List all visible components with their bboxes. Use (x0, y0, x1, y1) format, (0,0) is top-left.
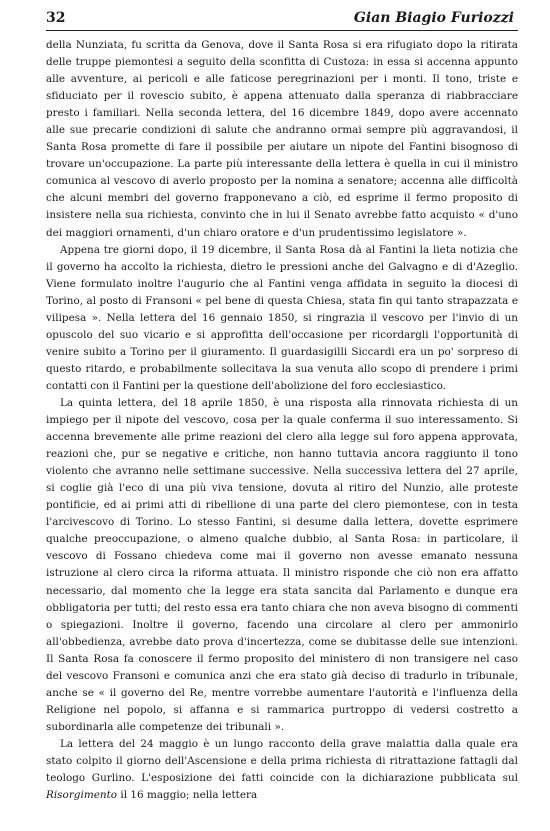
paragraph-2: Appena tre giorni dopo, il 19 dicembre, il Santa Rosa dà al Fantini la lieta notizia che il governo ha accolto la richiesta, dietro le pressioni anche del Galvagno e di d'Azeglio. Viene formulato inoltre l'augurio che al Fantini venga affidata in seguito la diocesi di Torino, al posto di Fransoni « pel bene di questa Chiesa, stata fin qui tanto strapazzata e vilipesa ». Nella lettera del 16 gennaio 1850, si ringrazia il vescovo per l'invio di un opuscolo del suo vicario e si approfitta dell'occasione per ricordargli l'opportunità di venire subito a Torino per il giuramento. Il guardasigilli Siccardi era un po' sorpreso di questo ritardo, e probabilmente sollecitava la sua venuta allo scopo di prendere i primi contatti con il Fantini per la questione dell'abolizione del foro ecclesiastico. (46, 243, 518, 392)
running-title: Gian Biagio Furiozzi (353, 10, 514, 26)
paragraph-3: La quinta lettera, del 18 aprile 1850, è una risposta alla rinnovata richiesta di un impiego per il nipote del vescovo, cosa per la quale conferma il suo interessamento. Si accenna brevemente alle prime reazioni del clero alla legge sul foro appena approvata, reazioni che, pur se negative e critiche, non hanno tuttavia ancora raggiunto il tono violento che avranno nelle settimane successive. Nella successiva lettera del 27 aprile, si coglie già l'eco di una più viva tensione, dovuta al ritiro del Nunzio, alle proteste pontificie, ed ai primi atti di ribellione di una parte del clero piemontese, con in testa l'arcivescovo di Torino. Lo stesso Fantini, si desume dalla lettera, dovette esprimere qualche preoccupazione, o almeno qualche dubbio, al Santa Rosa: in particolare, il vescovo di Fossano chiedeva come mai il governo non avesse emanato nessuna istruzione al clero circa la riforma attuata. Il ministro risponde che ciò non era affatto necessario, dal momento che la legge era stata sancita dal Parlamento e dunque era obbligatoria per tutti; del resto essa era tanto chiara che non aveva bisogno di commenti o spiegazioni. Inoltre il governo, facendo una circolare al clero per ammonirlo all'obbedienza, avrebbe dato prova d'incertezza, come se dubitasse delle sue intenzioni. Il Santa Rosa fa conoscere il fermo proposito del ministero di non transigere nel caso del vescovo Fransoni e comunica anzi che era stato già deciso di tradurlo in tribunale, anche se « il governo del Re, mentre vorrebbe aumentare l'autorità e l'influenza della Religione nel popolo, si affanna e si rammarica purtroppo di vedersi costretto a subordinarla alle competenze dei tribunali ». (46, 396, 518, 733)
page (46, 10, 518, 804)
paragraph-4 (46, 736, 518, 804)
page-number: 32 (46, 10, 66, 26)
paragraph-4-tail: il 16 maggio; nella lettera (117, 789, 258, 802)
paragraph-1: della Nunziata, fu scritta da Genova, dove il Santa Rosa si era rifugiato dopo la ritirata delle truppe piemontesi a seguito della sconfitta di Custoza: in essa si accenna appunto alle avventure, ai pericoli e alle faticose peregrinazioni per i monti. Il tono, triste e sfiduciato per il rovescio subito, è appena attenuato dalla speranza di riabbracciare presto i familiari. Nella seconda lettera, del 16 dicembre 1849, dopo avere accennato alle sue precarie condizioni di salute che andranno ormai sempre più aggravandosi, il Santa Rosa promette di fare il possibile per aiutare un nipote del Fantini bisognoso di trovare un'occupazione. La parte più interessante della lettera è quella in cui il ministro comunica al vescovo di averlo proposto per la nomina a senatore; accenna alle difficoltà che alcuni membri del governo frapponevano a ciò, ed esprime il fermo proposito di insistere nella sua richiesta, convinto che in lui il Senato avrebbe fatto acquisto « d'uno dei maggiori ornamenti, d'un chiaro oratore e d'un prudentissimo legislatore ». (46, 39, 518, 239)
paragraph-4-text: La lettera del 24 maggio è un lungo racconto della grave malattia dalla quale era stato colpito il giorno dell'Ascensione e della prima richiesta di ritrattazione fattagli dal teologo Gurlino. L'esposizione dei fatti coincide con la dichiarazione pubblicata sul (46, 737, 518, 785)
running-header (46, 10, 518, 31)
newspaper-title: Risorgimento (46, 789, 118, 802)
body-text (46, 37, 518, 804)
